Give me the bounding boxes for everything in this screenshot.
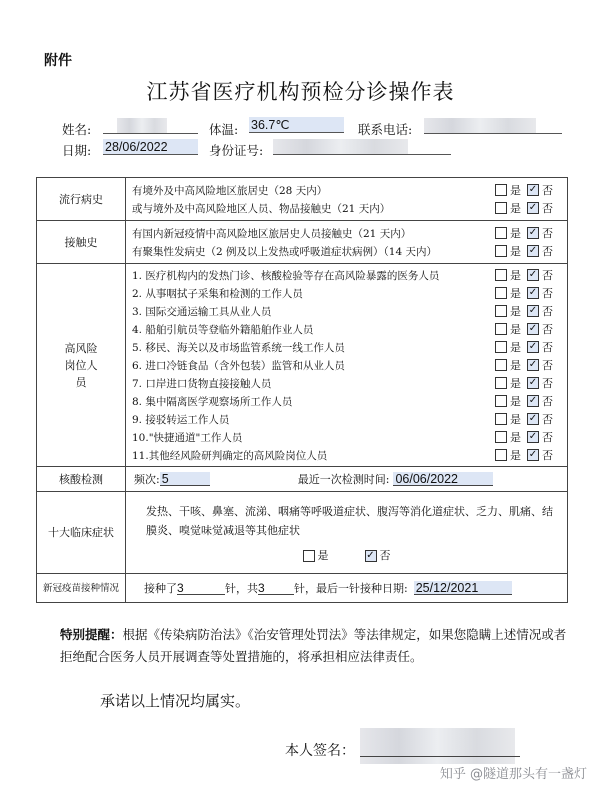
no-checkbox[interactable]: ✓	[528, 184, 538, 195]
signature-label: 本人签名：	[285, 743, 355, 759]
question-text: 有国内新冠疫情中高风险地区旅居史人员接触史（21 天内）	[132, 227, 412, 240]
symptoms-no-checkbox[interactable]: ✓	[366, 549, 375, 561]
symptoms-text: 发热、干咳、鼻塞、流涕、咽痛等呼吸道症状、腹泻等消化道症状、乏力、肌痛、结膜炎、嗅觉味觉减退等其他症状	[146, 505, 553, 537]
question-text: 有境外及中高风险地区旅居史（28 天内）	[132, 184, 328, 197]
question-item	[126, 428, 567, 446]
section-category: 接触史	[37, 221, 126, 264]
last-dose-date-field[interactable]: 25/12/2021	[414, 581, 512, 595]
no-label: 否	[542, 323, 553, 336]
yes-checkbox[interactable]	[495, 377, 507, 389]
yes-checkbox[interactable]	[495, 202, 507, 214]
id-number-field[interactable]	[273, 139, 451, 155]
phone-label: 联系电话:	[358, 122, 413, 137]
section-category: 流行病史	[37, 178, 126, 221]
signature-line	[360, 756, 520, 757]
section-category: 高风险岗位人员	[37, 264, 126, 467]
id-label: 身份证号:	[209, 143, 264, 158]
no-checkbox[interactable]: ✓	[528, 449, 538, 460]
vaccine-row	[37, 574, 568, 603]
question-item	[126, 224, 567, 242]
date-field[interactable]: 28/06/2022	[103, 139, 198, 155]
question-text: 6. 进口冷链食品（含外包装）监管和从业人员	[132, 359, 345, 372]
no-checkbox[interactable]: ✓	[528, 395, 538, 406]
no-label: 否	[542, 359, 553, 372]
yes-label: 是	[510, 305, 521, 318]
vaccine-post-text: 针，最后一针接种日期:	[294, 582, 408, 595]
yes-label: 是	[317, 549, 329, 562]
signature-field[interactable]	[360, 728, 515, 764]
no-checkbox[interactable]: ✓	[528, 359, 538, 370]
question-item	[126, 410, 567, 428]
no-checkbox[interactable]: ✓	[528, 323, 538, 334]
question-item	[126, 338, 567, 356]
nucleic-row	[37, 467, 568, 492]
vaccine-category: 新冠疫苗接种情况	[37, 574, 126, 603]
question-text: 10."快捷通道"工作人员	[132, 431, 243, 444]
yes-checkbox[interactable]	[495, 287, 507, 299]
yes-checkbox[interactable]	[495, 413, 507, 425]
frequency-label: 频次:	[134, 473, 160, 486]
yes-label: 是	[510, 202, 521, 215]
yes-label: 是	[510, 269, 521, 282]
question-item	[126, 181, 567, 199]
yes-checkbox[interactable]	[495, 431, 507, 443]
no-checkbox[interactable]: ✓	[528, 341, 538, 352]
no-label: 否	[542, 245, 553, 258]
no-label: 否	[542, 305, 553, 318]
question-text: 3. 国际交通运输工具从业人员	[132, 305, 272, 318]
yes-checkbox[interactable]	[495, 305, 507, 317]
no-label: 否	[542, 395, 553, 408]
no-label: 否	[542, 227, 553, 240]
yes-checkbox[interactable]	[495, 359, 507, 371]
date-label: 日期:	[62, 143, 92, 158]
no-checkbox[interactable]: ✓	[528, 227, 538, 238]
question-item	[126, 320, 567, 338]
no-checkbox[interactable]: ✓	[528, 245, 538, 256]
symptoms-row	[37, 492, 568, 574]
section-row	[37, 264, 568, 467]
symptoms-yes-checkbox[interactable]	[303, 550, 315, 562]
no-label: 否	[542, 377, 553, 390]
question-text: 1. 医疗机构内的发热门诊、核酸检验等存在高风险暴露的医务人员	[132, 269, 440, 282]
no-label: 否	[542, 202, 553, 215]
frequency-field[interactable]: 5	[160, 472, 210, 486]
no-checkbox[interactable]: ✓	[528, 202, 538, 213]
question-item	[126, 392, 567, 410]
section-row	[37, 178, 568, 221]
yes-label: 是	[510, 377, 521, 390]
question-item	[126, 284, 567, 302]
notice-heading: 特别提醒：	[60, 627, 123, 642]
yes-checkbox[interactable]	[495, 323, 507, 335]
yes-label: 是	[510, 395, 521, 408]
question-text: 2. 从事咽拭子采集和检测的工作人员	[132, 287, 303, 300]
temperature-field[interactable]: 36.7℃	[249, 117, 344, 133]
question-text: 有聚集性发病史（2 例及以上发热或呼吸道症状病例）（14 天内）	[132, 245, 437, 258]
yes-label: 是	[510, 287, 521, 300]
symptoms-category: 十大临床症状	[37, 492, 126, 574]
question-text: 5. 移民、海关以及市场监管系统一线工作人员	[132, 341, 345, 354]
yes-label: 是	[510, 184, 521, 197]
doses-total-field[interactable]: 3	[258, 581, 294, 595]
temperature-label: 体温:	[209, 122, 239, 137]
yes-checkbox[interactable]	[495, 269, 507, 281]
section-row	[37, 221, 568, 264]
yes-label: 是	[510, 341, 521, 354]
yes-label: 是	[510, 245, 521, 258]
screening-table	[36, 177, 568, 603]
watermark: 知乎 @隧道那头有一盏灯	[439, 767, 587, 782]
question-text: 11.其他经风险研判确定的高风险岗位人员	[132, 449, 328, 462]
no-label: 否	[542, 449, 553, 462]
special-notice	[60, 624, 570, 668]
form-title: 江苏省医疗机构预检分诊操作表	[146, 80, 455, 104]
promise-statement: 承诺以上情况均属实。	[100, 692, 251, 710]
question-item	[126, 242, 567, 260]
yes-label: 是	[510, 323, 521, 336]
question-text: 或与境外及中高风险地区人员、物品接触史（21 天内）	[132, 202, 391, 215]
notice-text: 根据《传染病防治法》《治安管理处罚法》等法律规定，如果您隐瞒上述情况或者拒绝配合医务人员开展调查等处置措施的，将承担相应法律责任。	[60, 627, 567, 664]
no-checkbox[interactable]: ✓	[528, 431, 538, 442]
no-label: 否	[542, 287, 553, 300]
question-text: 9. 接驳转运工作人员	[132, 413, 230, 426]
no-checkbox[interactable]: ✓	[528, 287, 538, 298]
name-field[interactable]	[103, 118, 198, 134]
no-checkbox[interactable]: ✓	[528, 305, 538, 316]
yes-checkbox[interactable]	[495, 449, 507, 461]
question-item	[126, 446, 567, 464]
yes-label: 是	[510, 431, 521, 444]
no-label: 否	[542, 269, 553, 282]
no-checkbox[interactable]: ✓	[528, 413, 538, 424]
vaccine-pre-text: 接种了	[144, 582, 177, 595]
yes-label: 是	[510, 359, 521, 372]
no-checkbox[interactable]: ✓	[528, 377, 538, 388]
question-text: 7. 口岸进口货物直接接触人员	[132, 377, 272, 390]
yes-checkbox[interactable]	[495, 245, 507, 257]
no-label: 否	[542, 431, 553, 444]
no-label: 否	[542, 341, 553, 354]
phone-field[interactable]	[424, 118, 562, 134]
question-text: 8. 集中隔离医学观察场所工作人员	[132, 395, 293, 408]
nucleic-category: 核酸检测	[37, 467, 126, 492]
vaccine-mid-text: 针，共	[225, 582, 258, 595]
last-test-field[interactable]: 06/06/2022	[393, 472, 493, 486]
yes-checkbox[interactable]	[495, 341, 507, 353]
yes-label: 是	[510, 449, 521, 462]
name-label: 姓名:	[62, 122, 92, 137]
question-item	[126, 302, 567, 320]
question-text: 4. 船舶引航员等登临外籍船舶作业人员	[132, 323, 314, 336]
yes-checkbox[interactable]	[495, 184, 507, 196]
doses-received-field[interactable]: 3	[177, 581, 225, 595]
yes-checkbox[interactable]	[495, 227, 507, 239]
yes-label: 是	[510, 227, 521, 240]
yes-checkbox[interactable]	[495, 395, 507, 407]
question-item	[126, 374, 567, 392]
no-label: 否	[542, 184, 553, 197]
attachment-label: 附件	[44, 53, 72, 69]
last-test-label: 最近一次检测时间:	[297, 473, 390, 486]
question-item	[126, 199, 567, 217]
no-label: 否	[542, 413, 553, 426]
question-item	[126, 356, 567, 374]
no-checkbox[interactable]: ✓	[528, 269, 538, 280]
no-label: 否	[379, 549, 391, 562]
question-item	[126, 266, 567, 284]
yes-label: 是	[510, 413, 521, 426]
